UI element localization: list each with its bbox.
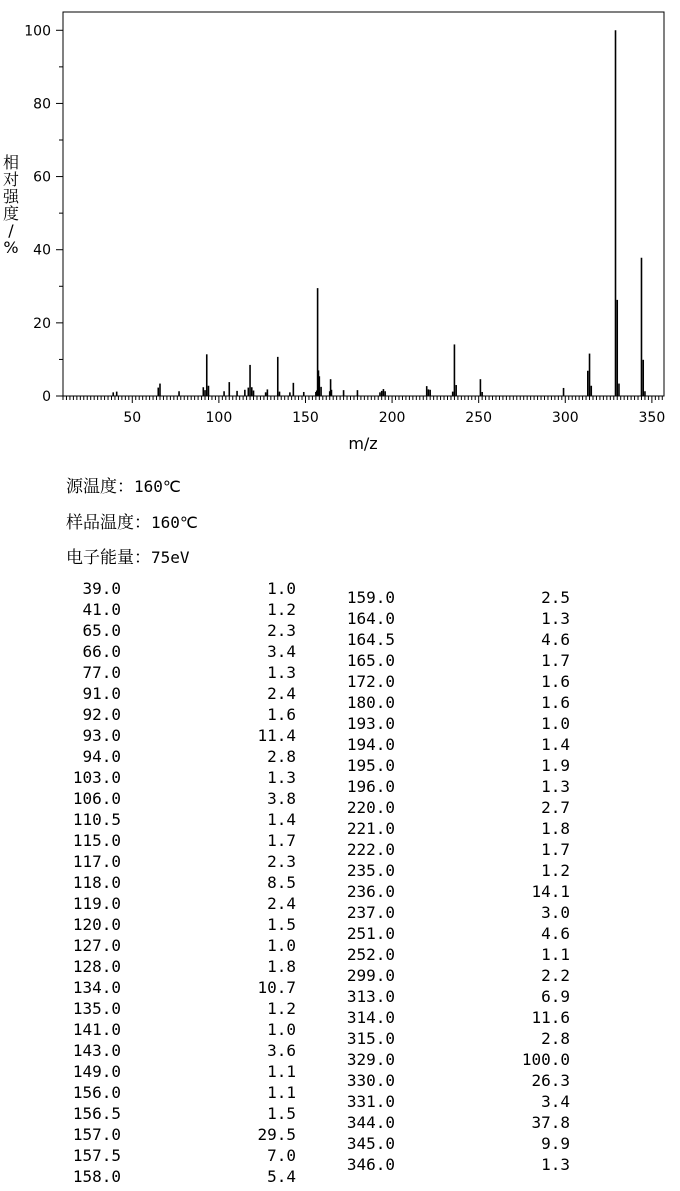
peak-abundance-value: 1.8	[267, 957, 296, 976]
peak-table-row	[346, 1155, 570, 1175]
y-tick-label: 20	[33, 315, 51, 332]
peak-mz-value: 157.5	[72, 1146, 121, 1165]
x-tick-label: 200	[378, 410, 406, 426]
peak-mz-value: 330.0	[346, 1071, 395, 1090]
y-tick-label: 60	[33, 169, 51, 186]
sample-temperature	[66, 508, 198, 533]
peak-abundance-value: 1.3	[267, 768, 296, 787]
peak-mz-value: 66.0	[82, 642, 121, 661]
y-tick-label: 0	[42, 389, 51, 405]
peak-mz-value: 196.0	[346, 777, 395, 796]
peak-table-row	[346, 630, 570, 650]
peak-mz-value: 172.0	[346, 672, 395, 691]
peak-table-row	[72, 1125, 296, 1145]
peak-table-row	[346, 966, 570, 986]
peak-abundance-value: 1.0	[267, 579, 296, 598]
peak-mz-value: 77.0	[82, 663, 121, 682]
peak-abundance-value: 1.0	[267, 1020, 296, 1039]
peak-mz-value: 135.0	[72, 999, 121, 1018]
peak-mz-value: 299.0	[346, 966, 395, 985]
x-axis-label: m/z	[348, 434, 378, 453]
peak-abundance-value: 1.4	[267, 810, 296, 829]
peak-abundance-value: 29.5	[257, 1125, 296, 1144]
peak-mz-value: 158.0	[72, 1167, 121, 1186]
peak-mz-value: 251.0	[346, 924, 395, 943]
peak-mz-value: 149.0	[72, 1062, 121, 1081]
peak-abundance-value: 1.2	[267, 999, 296, 1018]
peak-table-row	[82, 621, 296, 641]
peak-mz-value: 313.0	[346, 987, 395, 1006]
x-tick-label: 250	[465, 410, 493, 426]
sample-temperature-value: 160℃	[151, 513, 198, 532]
peak-mz-value: 331.0	[346, 1092, 395, 1111]
x-tick-label: 150	[292, 410, 319, 426]
peak-table-row	[82, 663, 296, 683]
peak-mz-value: 103.0	[72, 768, 121, 787]
peak-abundance-value: 2.4	[267, 684, 296, 703]
peak-abundance-value: 5.4	[267, 1167, 296, 1186]
peak-mz-value: 180.0	[346, 693, 395, 712]
peak-table-row	[72, 831, 296, 851]
peak-mz-value: 91.0	[82, 684, 121, 703]
peak-table-row	[72, 789, 296, 809]
peak-table-row	[346, 756, 570, 776]
peak-mz-value: 39.0	[82, 579, 121, 598]
y-tick-label: 40	[33, 242, 51, 259]
peak-mz-value: 134.0	[72, 978, 121, 997]
peak-table-row	[72, 1104, 296, 1124]
peak-abundance-value: 37.8	[531, 1113, 570, 1132]
sample-temperature-label: 样品温度：	[66, 513, 151, 533]
peak-abundance-value: 11.6	[531, 1008, 570, 1027]
peak-mz-value: 346.0	[346, 1155, 395, 1174]
peak-table-row	[346, 1071, 570, 1091]
peak-mz-value: 118.0	[72, 873, 121, 892]
mass-spectrum-chart	[0, 0, 680, 460]
peak-abundance-value: 1.3	[541, 609, 570, 628]
peak-mz-value: 110.5	[72, 810, 121, 829]
peak-abundance-value: 1.4	[541, 735, 570, 754]
peak-abundance-value: 1.7	[267, 831, 296, 850]
peak-abundance-value: 1.1	[541, 945, 570, 964]
peak-mz-value: 92.0	[82, 705, 121, 724]
peak-table-left	[72, 579, 296, 1186]
peak-abundance-value: 2.2	[541, 966, 570, 985]
peak-table-row	[346, 1008, 570, 1028]
peak-abundance-value: 1.9	[541, 756, 570, 775]
peak-mz-value: 315.0	[346, 1029, 395, 1048]
y-tick-label: 80	[33, 96, 51, 113]
peak-mz-value: 314.0	[346, 1008, 395, 1027]
peak-abundance-value: 6.9	[541, 987, 570, 1006]
y-axis-label-char: /	[8, 221, 14, 240]
peak-abundance-value: 1.2	[267, 600, 296, 619]
peak-table-row	[346, 819, 570, 839]
peak-table-row	[346, 903, 570, 923]
peak-abundance-value: 2.3	[267, 852, 296, 871]
peak-abundance-value: 9.9	[541, 1134, 570, 1153]
peak-abundance-value: 1.5	[267, 915, 296, 934]
peak-abundance-value: 3.4	[541, 1092, 570, 1111]
peak-table-row	[72, 852, 296, 872]
peak-abundance-value: 1.7	[541, 840, 570, 859]
peak-abundance-value: 10.7	[257, 978, 296, 997]
peak-abundance-value: 8.5	[267, 873, 296, 892]
y-axis-label	[3, 153, 20, 257]
peak-abundance-value: 1.5	[267, 1104, 296, 1123]
peak-abundance-value: 1.8	[541, 819, 570, 838]
peak-abundance-value: 1.0	[267, 936, 296, 955]
peak-mz-value: 236.0	[346, 882, 395, 901]
peak-mz-value: 193.0	[346, 714, 395, 733]
peak-table-row	[72, 768, 296, 788]
peak-mz-value: 119.0	[72, 894, 121, 913]
peak-mz-value: 159.0	[346, 588, 395, 607]
electron-energy-value: 75eV	[151, 548, 190, 567]
peak-abundance-value: 1.6	[541, 672, 570, 691]
peak-mz-value: 195.0	[346, 756, 395, 775]
peak-table-row	[346, 987, 570, 1007]
peak-abundance-value: 2.8	[541, 1029, 570, 1048]
peak-mz-value: 237.0	[346, 903, 395, 922]
peak-table-row	[72, 1146, 296, 1166]
peak-table-row	[72, 957, 296, 977]
peak-abundance-value: 4.6	[541, 630, 570, 649]
peak-abundance-value: 2.3	[267, 621, 296, 640]
peak-abundance-value: 14.1	[531, 882, 570, 901]
peak-table-row	[72, 1041, 296, 1061]
peak-mz-value: 93.0	[82, 726, 121, 745]
peak-table-row	[72, 1167, 296, 1187]
peak-mz-value: 222.0	[346, 840, 395, 859]
peak-abundance-value: 1.6	[541, 693, 570, 712]
peak-abundance-value: 26.3	[531, 1071, 570, 1090]
peak-mz-value: 164.0	[346, 609, 395, 628]
peak-abundance-value: 3.4	[267, 642, 296, 661]
peak-abundance-value: 1.1	[267, 1083, 296, 1102]
peak-table-row	[72, 873, 296, 893]
peak-mz-value: 117.0	[72, 852, 121, 871]
peak-table-row	[82, 684, 296, 704]
electron-energy-label: 电子能量：	[66, 548, 151, 568]
y-axis-label-char: 对	[2, 170, 20, 189]
peak-table-row	[72, 915, 296, 935]
peak-table-row	[346, 1029, 570, 1049]
y-tick-label: 100	[24, 23, 51, 40]
peak-table-row	[346, 1113, 570, 1133]
source-temperature-value: 160℃	[134, 477, 181, 496]
peak-mz-value: 106.0	[72, 789, 121, 808]
peak-abundance-value: 1.3	[541, 1155, 570, 1174]
peak-abundance-value: 3.8	[267, 789, 296, 808]
x-tick-label: 50	[123, 410, 142, 426]
peak-table-row	[82, 705, 296, 725]
peak-table-row	[346, 714, 570, 734]
x-tick-label: 100	[205, 410, 233, 426]
peak-mz-value: 252.0	[346, 945, 395, 964]
peak-table-row	[82, 747, 296, 767]
y-axis-label-char: 强	[2, 187, 20, 206]
peak-table-row	[346, 861, 570, 881]
peak-abundance-value: 1.6	[267, 705, 296, 724]
peak-abundance-value: 1.2	[541, 861, 570, 880]
peak-abundance-value: 3.0	[541, 903, 570, 922]
peak-abundance-value: 1.3	[267, 663, 296, 682]
peak-table-row	[346, 1050, 570, 1070]
peak-mz-value: 94.0	[82, 747, 121, 766]
peak-table-row	[72, 1083, 296, 1103]
peak-bars	[113, 30, 645, 396]
peak-abundance-value: 1.1	[267, 1062, 296, 1081]
peak-table-row	[346, 924, 570, 944]
y-axis-label-char: 度	[2, 204, 20, 223]
peak-mz-value: 128.0	[72, 957, 121, 976]
peak-abundance-value: 1.3	[541, 777, 570, 796]
x-tick-label: 300	[551, 410, 579, 426]
peak-mz-value: 127.0	[72, 936, 121, 955]
peak-mz-value: 120.0	[72, 915, 121, 934]
peak-table-row	[346, 798, 570, 818]
x-axis-ticks	[63, 396, 665, 426]
peak-abundance-value: 7.0	[267, 1146, 296, 1165]
peak-mz-value: 115.0	[72, 831, 121, 850]
peak-abundance-value: 1.7	[541, 651, 570, 670]
peak-mz-value: 41.0	[82, 600, 121, 619]
peak-table-row	[72, 810, 296, 830]
peak-table-row	[346, 651, 570, 671]
peak-table-row	[72, 1062, 296, 1082]
peak-table-row	[72, 999, 296, 1019]
peak-mz-value: 156.5	[72, 1104, 121, 1123]
peak-mz-value: 235.0	[346, 861, 395, 880]
plot-frame	[63, 12, 664, 396]
source-temperature	[66, 472, 181, 497]
peak-table-row	[346, 840, 570, 860]
peak-table-row	[346, 882, 570, 902]
peak-abundance-value: 2.5	[541, 588, 570, 607]
peak-table-row	[346, 777, 570, 797]
peak-table-row	[346, 1092, 570, 1112]
peak-table-row	[346, 672, 570, 692]
peak-mz-value: 65.0	[82, 621, 121, 640]
peak-table-row	[346, 735, 570, 755]
source-temperature-label: 源温度：	[66, 477, 134, 497]
peak-abundance-value: 100.0	[521, 1050, 570, 1069]
peak-table-row	[346, 1134, 570, 1154]
peak-table-row	[72, 936, 296, 956]
y-axis-label-char: 相	[2, 153, 20, 172]
x-tick-label: 350	[638, 410, 666, 426]
peak-abundance-value: 1.0	[541, 714, 570, 733]
peak-table-right	[346, 588, 570, 1174]
peak-table-row	[82, 600, 296, 620]
peak-mz-value: 344.0	[346, 1113, 395, 1132]
peak-table-row	[82, 642, 296, 662]
peak-abundance-value: 2.4	[267, 894, 296, 913]
peak-abundance-value: 11.4	[257, 726, 296, 745]
peak-table-row	[346, 609, 570, 629]
peak-table-row	[346, 945, 570, 965]
peak-mz-value: 194.0	[346, 735, 395, 754]
peak-mz-value: 221.0	[346, 819, 395, 838]
peak-abundance-value: 2.7	[541, 798, 570, 817]
peak-mz-value: 345.0	[346, 1134, 395, 1153]
peak-table-row	[72, 894, 296, 914]
peak-table-row	[82, 726, 296, 746]
peak-mz-value: 156.0	[72, 1083, 121, 1102]
peak-abundance-value: 2.8	[267, 747, 296, 766]
peak-table-row	[82, 579, 296, 599]
peak-mz-value: 220.0	[346, 798, 395, 817]
peak-mz-value: 141.0	[72, 1020, 121, 1039]
peak-mz-value: 157.0	[72, 1125, 121, 1144]
y-axis-ticks	[24, 23, 63, 405]
peak-table-row	[72, 1020, 296, 1040]
peak-mz-value: 165.0	[346, 651, 395, 670]
peak-mz-value: 143.0	[72, 1041, 121, 1060]
peak-table-row	[346, 693, 570, 713]
peak-table-row	[72, 978, 296, 998]
peak-mz-value: 329.0	[346, 1050, 395, 1069]
y-axis-label-char: %	[3, 238, 19, 257]
peak-abundance-value: 4.6	[541, 924, 570, 943]
electron-energy	[66, 543, 190, 568]
peak-abundance-value: 3.6	[267, 1041, 296, 1060]
peak-mz-value: 164.5	[346, 630, 395, 649]
peak-table-row	[346, 588, 570, 608]
